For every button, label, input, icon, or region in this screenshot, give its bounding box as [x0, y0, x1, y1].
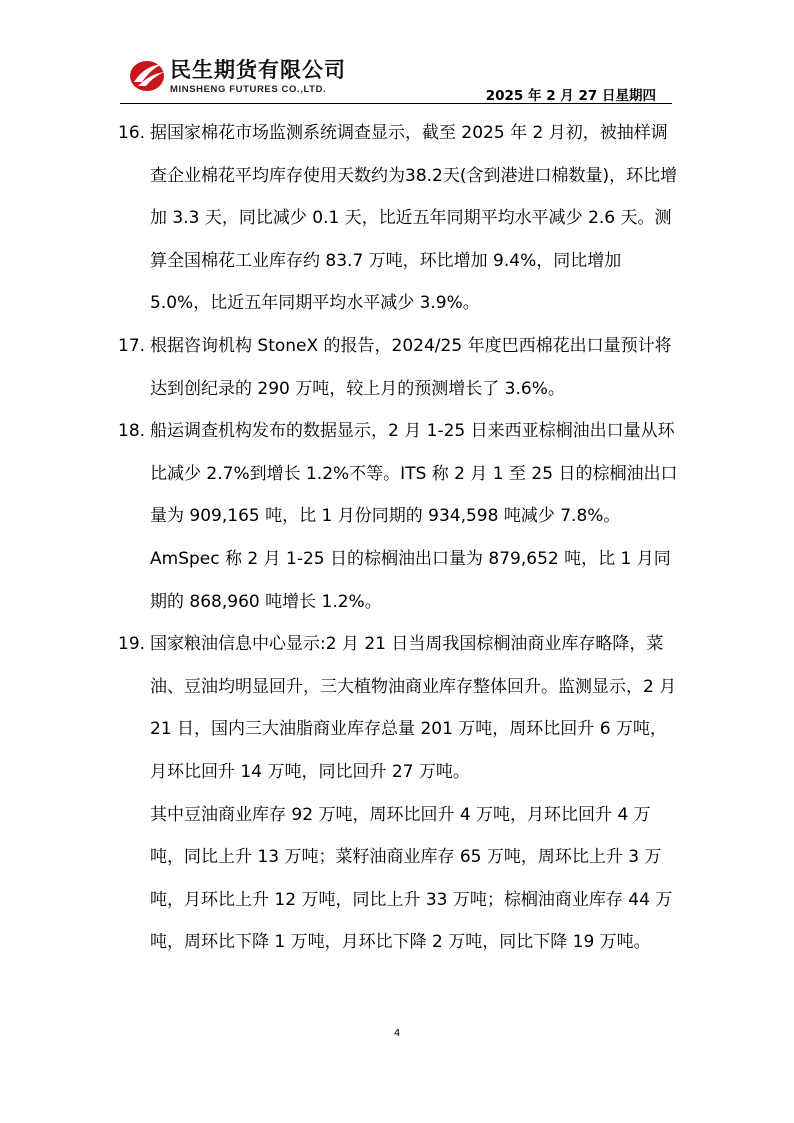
item-number: 17. [118, 335, 146, 356]
document-body [118, 112, 678, 964]
item-text: 根据咨询机构 StoneX 的报告，2024/25 年度巴西棉花出口量预计将达到创纪录的 290 万吨，较上月的预测增长了 3.6%。 [150, 335, 672, 399]
item-text: 据国家棉花市场监测系统调查显示，截至 2025 年 2 月初，被抽样调查企业棉花平均库存使用天数约为38.2天(含到港进口棉数量)，环比增加 3.3 天，同比减少 0.1 天，比近五年同期平均水平减少 2.6 天。测算全国棉花工业库存约 83.7 万吨，环比增加 9.4%，同比增加 5.0%，比近五年同期平均水平减少 3.9%。 [150, 123, 678, 314]
item-text: 国家粮油信息中心显示:2 月 21 日当周我国棕榈油商业库存略降，菜油、豆油均明显回升，三大植物油商业库存整体回升。监测显示，2 月 21 日，国内三大油脂商业库存总量 201 万吨，周环比回升 6 万吨，月环比回升 14 万吨，同比回升 27 万吨。 [150, 634, 677, 782]
item-number: 18. [118, 421, 146, 442]
item-number: 19. [118, 634, 146, 655]
header-divider [120, 103, 672, 104]
item-extra-text: 其中豆油商业库存 92 万吨，周环比回升 4 万吨，月环比回升 4 万吨，同比上升 13 万吨；菜籽油商业库存 65 万吨，周环比上升 3 万吨，月环比上升 12 万吨，同比上升 33 万吨；棕榈油商业库存 44 万吨，周环比下降 1 万吨，月环比下降 2 万吨，同比下降 19 万吨。 [150, 804, 673, 953]
logo-emblem-icon [128, 56, 166, 94]
company-name-cn: 民生期货有限公司 [170, 58, 346, 82]
news-item-17 [118, 325, 678, 410]
news-item-18 [118, 410, 678, 623]
news-item-19 [118, 623, 678, 964]
item-text: 船运调查机构发布的数据显示，2 月 1-25 日来西亚棕榈油出口量从环比减少 2.7%到增长 1.2%不等。ITS 称 2 月 1 至 25 日的棕榈油出口量为 909,165 吨，比 1 月份同期的 934,598 吨减少 7.8%。 [150, 421, 678, 527]
item-number: 16. [118, 123, 146, 143]
company-logo [128, 54, 368, 98]
report-date: 2025 年 2 月 27 日星期四 [485, 88, 656, 104]
page-number: 4 [393, 1028, 401, 1039]
company-name-en: MINSHENG FUTURES CO.,LTD. [170, 84, 327, 95]
news-item-16 [118, 112, 678, 325]
item-extra-text: AmSpec 称 2 月 1-25 日的棕榈油出口量为 879,652 吨，比 1 月同期的 868,960 吨增长 1.2%。 [150, 548, 671, 612]
